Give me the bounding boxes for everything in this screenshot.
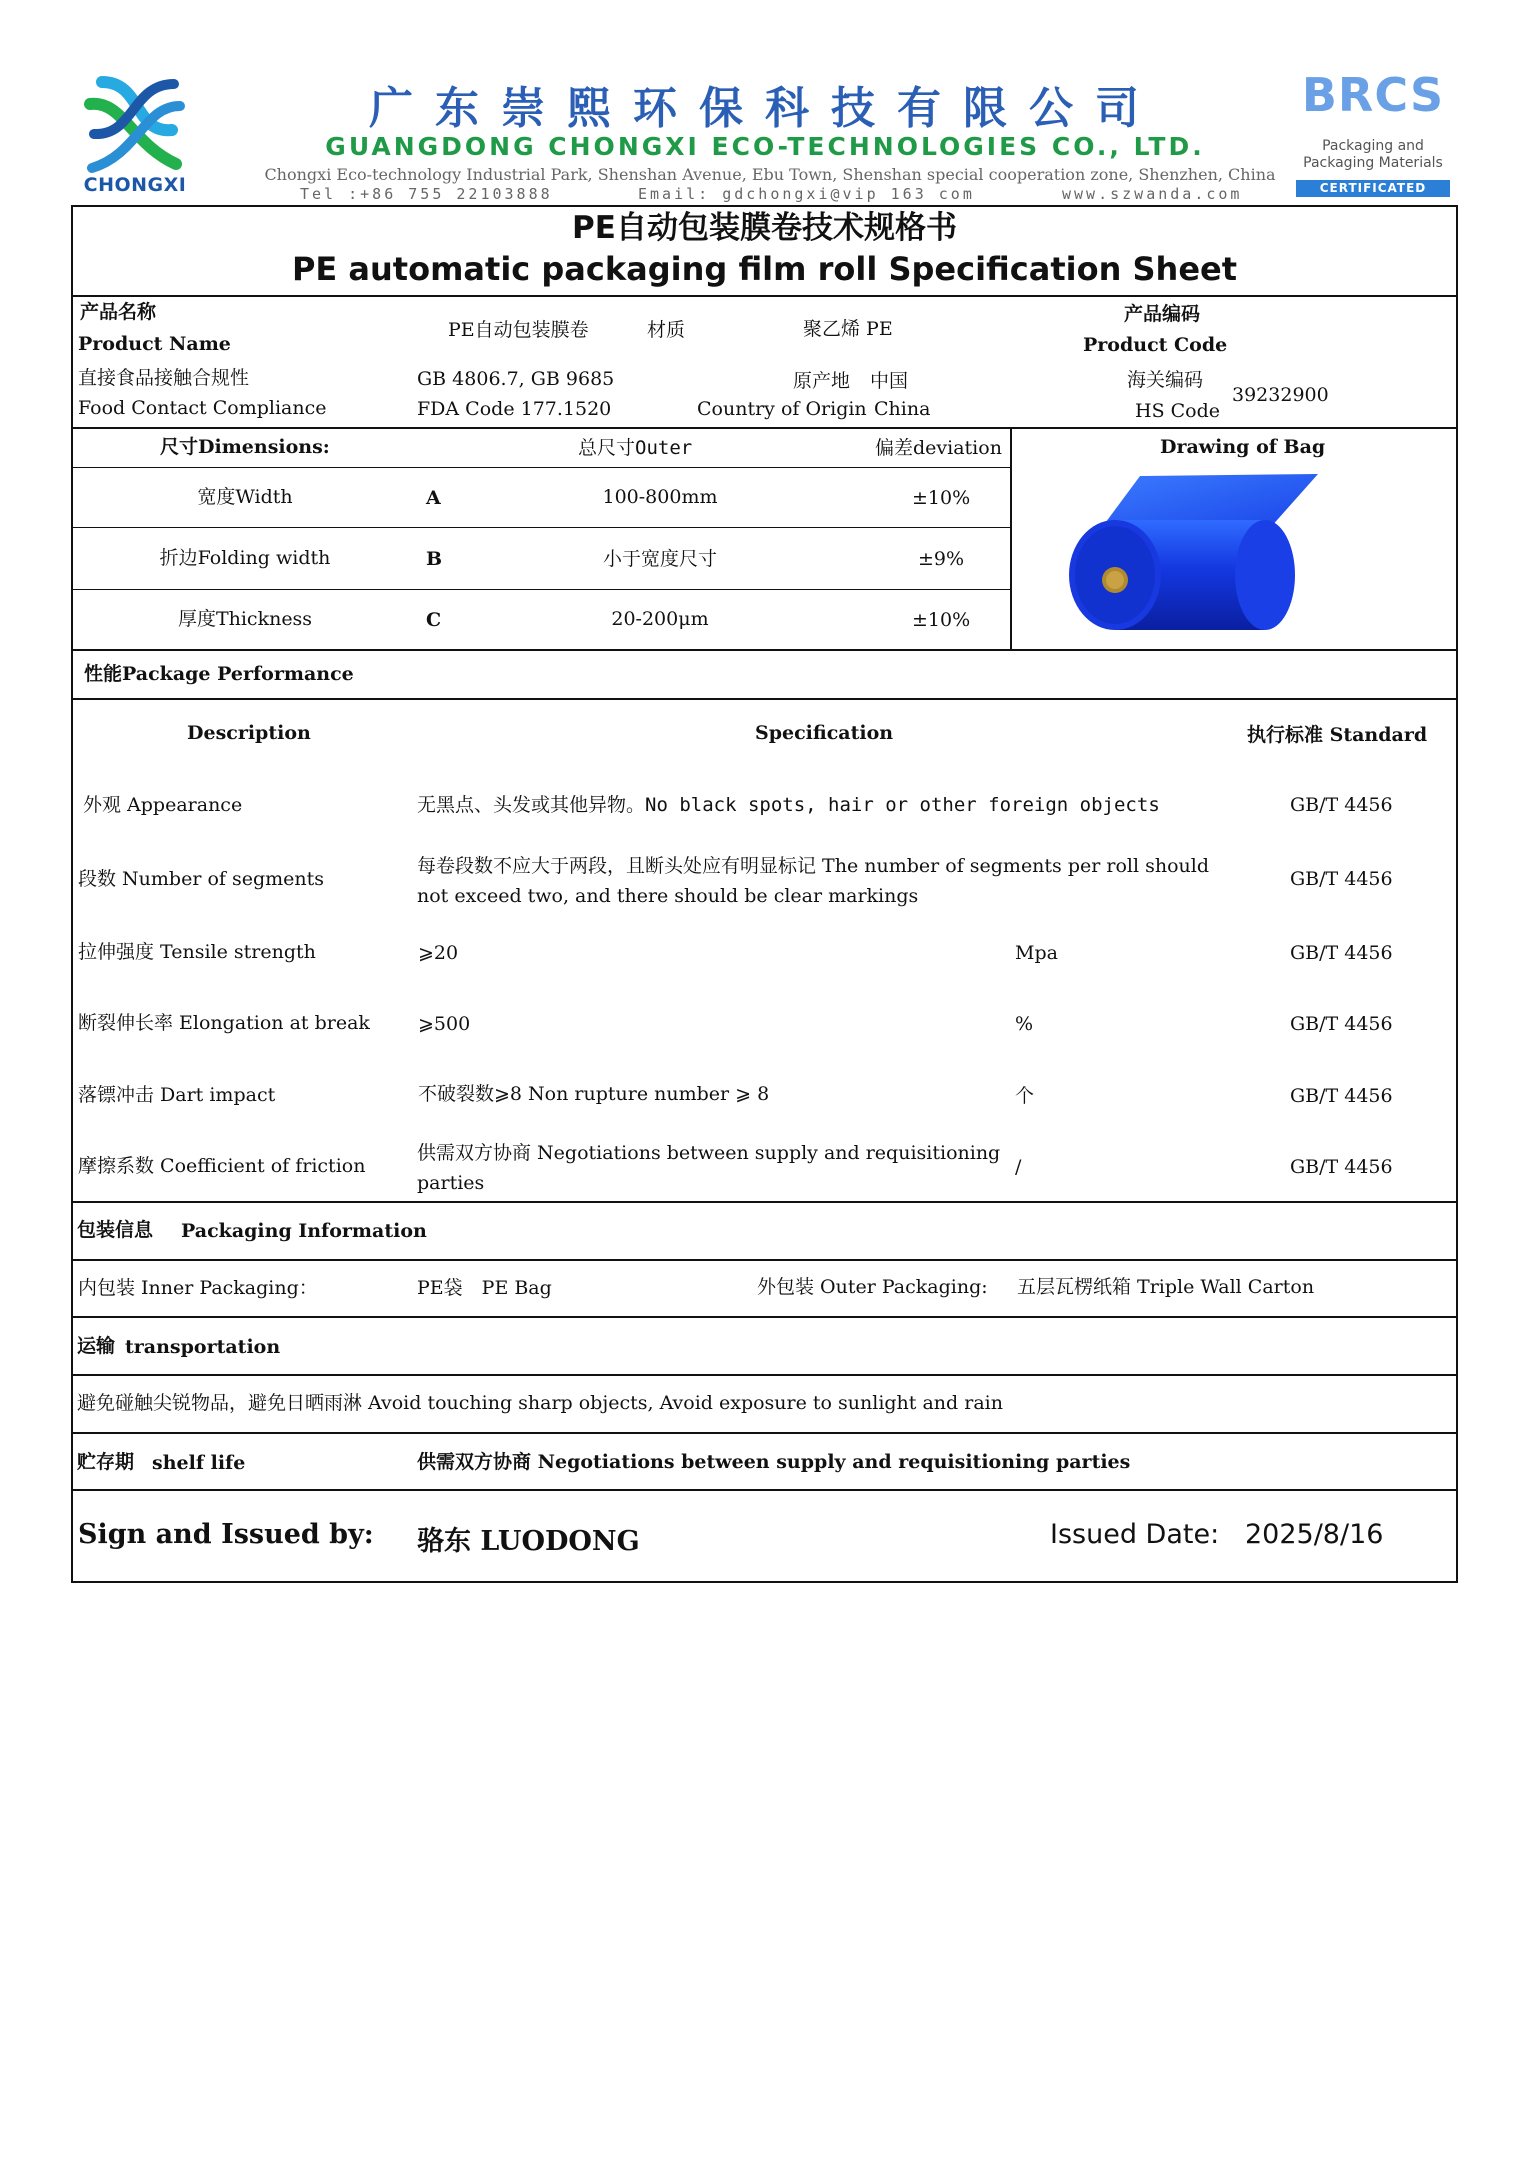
col-description: Description: [187, 722, 311, 744]
compliance-label-cn: 直接食品接触合规性: [78, 367, 250, 389]
rule: [71, 427, 1458, 429]
compliance-value-2: FDA Code 177.1520: [417, 398, 612, 420]
company-email: Email: gdchongxi@vip 163 com: [638, 185, 975, 203]
dimensions-outer-header: 总尺寸Outer: [578, 437, 693, 459]
performance-description: 摩擦系数 Coefficient of friction: [78, 1155, 366, 1177]
performance-description: 落镖冲击 Dart impact: [78, 1084, 276, 1106]
packaging-section-label-cn: 包装信息: [77, 1219, 154, 1241]
letterhead: [72, 68, 1462, 204]
rule: [71, 467, 1011, 468]
product-code-label-cn: 产品编码: [1124, 303, 1201, 325]
hs-code-value: 39232900: [1232, 384, 1329, 406]
signer-name: 骆东 LUODONG: [417, 1526, 640, 1557]
origin-label-cn: 原产地: [793, 370, 851, 392]
company-tel: Tel :+86 755 22103888: [300, 185, 553, 203]
outer-packaging-label: 外包装 Outer Packaging:: [757, 1276, 988, 1298]
dimension-label: 厚度Thickness: [177, 608, 313, 630]
performance-specification: ⩾20: [418, 942, 459, 964]
dimension-deviation: ±10%: [912, 487, 971, 509]
inner-packaging-label: 内包装 Inner Packaging：: [78, 1277, 318, 1299]
cert-subtitle: [1288, 138, 1458, 172]
dimension-label: 宽度Width: [197, 486, 293, 508]
cert-sub-line-2: Packaging Materials: [1303, 155, 1443, 171]
performance-standard: GB/T 4456: [1290, 1085, 1393, 1107]
film-roll-drawing-icon: [1060, 468, 1330, 643]
product-code-label-en: Product Code: [1083, 334, 1228, 356]
compliance-value-1: GB 4806.7, GB 9685: [417, 368, 615, 390]
company-address: Chongxi Eco-technology Industrial Park, Shenshan Avenue, Ebu Town, Shenshan special cooperation zone, Shenzhen, China: [264, 165, 1276, 184]
dimension-label: 折边Folding width: [159, 547, 331, 569]
performance-section-label: 性能Package Performance: [84, 663, 354, 685]
performance-specification: 每卷段数不应大于两段，且断头处应有明显标记 The number of segments per roll should not exceed two, and there should be clear markings: [417, 855, 1209, 907]
rule: [71, 1259, 1458, 1261]
material-value: 聚乙烯 PE: [803, 318, 893, 340]
compliance-label-en: Food Contact Compliance: [78, 397, 327, 419]
origin-value-cn: 中国: [870, 370, 909, 392]
inner-packaging-value: PE袋 PE Bag: [417, 1277, 552, 1299]
rule: [71, 1201, 1458, 1203]
product-name-value: PE自动包装膜卷: [448, 319, 589, 341]
transport-note: 避免碰触尖锐物品，避免日晒雨淋 Avoid touching sharp objects, Avoid exposure to sunlight and rain: [77, 1392, 1003, 1414]
performance-specification: 无黑点、头发或其他异物。No black spots, hair or other foreign objects: [417, 794, 1160, 816]
logo-wordmark: CHONGXI: [83, 174, 187, 196]
document-title-cn: PE自动包装膜卷技术规格书: [572, 210, 957, 246]
shelf-life-label-en: shelf life: [152, 1452, 246, 1474]
dimension-deviation: ±9%: [918, 548, 965, 570]
performance-specification: ⩾500: [418, 1013, 471, 1035]
cert-sub-line-1: Packaging and: [1322, 138, 1424, 154]
transport-section-label-cn: 运输: [77, 1335, 116, 1357]
dimension-code: B: [426, 548, 443, 570]
performance-standard: GB/T 4456: [1290, 942, 1393, 964]
performance-unit: %: [1015, 1013, 1034, 1035]
issued-date-value: 2025/8/16: [1245, 1519, 1384, 1550]
shelf-life-value: 供需双方协商 Negotiations between supply and requisitioning parties: [417, 1451, 1131, 1473]
rule: [71, 589, 1011, 590]
performance-description: 断裂伸长率 Elongation at break: [78, 1012, 370, 1034]
dimension-code: C: [426, 609, 442, 631]
company-contact: [220, 185, 1320, 207]
outer-packaging-value: 五层瓦楞纸箱 Triple Wall Carton: [1017, 1276, 1315, 1298]
performance-description: 外观 Appearance: [83, 794, 243, 816]
dimension-code: A: [426, 487, 441, 509]
dimensions-header: 尺寸Dimensions:: [160, 436, 330, 458]
cert-label: CERTIFICATED: [1296, 180, 1450, 197]
performance-description: 段数 Number of segments: [78, 868, 324, 890]
origin-value-en: China: [874, 398, 931, 420]
performance-standard: GB/T 4456: [1290, 868, 1393, 890]
rule: [1010, 427, 1012, 650]
performance-unit: 个: [1015, 1085, 1035, 1107]
origin-label-en: Country of Origin: [697, 398, 867, 420]
drawing-label: Drawing of Bag: [1160, 436, 1326, 458]
performance-unit: Mpa: [1015, 942, 1058, 964]
cert-logo: BRCS: [1301, 68, 1445, 122]
dimension-value: 小于宽度尺寸: [602, 548, 717, 570]
performance-specification: 供需双方协商 Negotiations between supply and requisitioning parties: [417, 1142, 1001, 1194]
col-specification: Specification: [755, 722, 894, 744]
product-name-label-en: Product Name: [78, 333, 231, 355]
issued-date-label: Issued Date:: [1050, 1519, 1220, 1550]
rule: [71, 649, 1458, 651]
rule: [71, 698, 1458, 700]
performance-specification: 不破裂数⩾8 Non rupture number ⩾ 8: [418, 1083, 770, 1105]
dimension-value: 20-200μm: [611, 608, 709, 630]
performance-unit: /: [1015, 1156, 1022, 1178]
hs-code-label-cn: 海关编码: [1127, 369, 1204, 391]
packaging-section-label-en: Packaging Information: [181, 1220, 427, 1242]
hs-code-label-en: HS Code: [1135, 400, 1221, 422]
transport-section-label-en: transportation: [125, 1336, 281, 1358]
rule: [71, 1489, 1458, 1491]
rule: [71, 295, 1458, 297]
product-name-label-cn: 产品名称: [80, 301, 157, 323]
rule: [71, 1432, 1458, 1434]
dimension-deviation: ±10%: [912, 609, 971, 631]
col-standard: 执行标准 Standard: [1247, 724, 1428, 746]
rule: [71, 1316, 1458, 1318]
performance-description: 拉伸强度 Tensile strength: [78, 941, 316, 963]
sign-label: Sign and Issued by:: [78, 1519, 374, 1550]
company-name-cn: 广东崇熙环保科技有限公司: [369, 83, 1161, 134]
performance-standard: GB/T 4456: [1290, 1156, 1393, 1178]
rule: [71, 1374, 1458, 1376]
performance-standard: GB/T 4456: [1290, 794, 1393, 816]
rule: [71, 527, 1011, 528]
dimensions-deviation-header: 偏差deviation: [875, 437, 1002, 459]
material-label: 材质: [647, 319, 686, 341]
company-name-en: GUANGDONG CHONGXI ECO-TECHNOLOGIES CO., LTD.: [325, 132, 1205, 161]
dimension-value: 100-800mm: [602, 486, 718, 508]
performance-standard: GB/T 4456: [1290, 1013, 1393, 1035]
document-title-en: PE automatic packaging film roll Specification Sheet: [291, 250, 1238, 288]
company-website: www.szwanda.com: [1062, 185, 1243, 203]
certification-badge: [1288, 68, 1458, 204]
shelf-life-label-cn: 贮存期: [77, 1451, 135, 1473]
